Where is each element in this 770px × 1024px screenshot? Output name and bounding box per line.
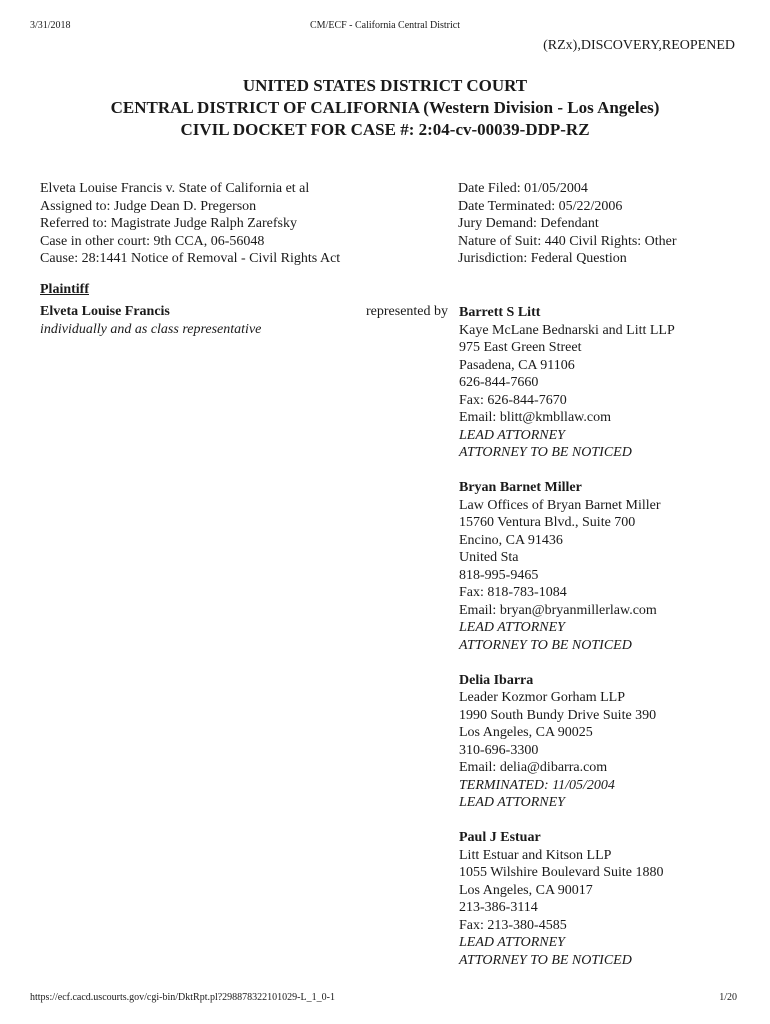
attorney-street: 975 East Green Street <box>459 340 582 355</box>
plaintiff-name: Elveta Louise Francis <box>40 304 170 319</box>
attorney-name: Delia Ibarra <box>459 672 534 688</box>
attorney-fax: Fax: 626-844-7670 <box>459 392 567 408</box>
case-flags: (RZx),DISCOVERY,REOPENED <box>543 38 735 53</box>
case-info-right <box>458 180 677 268</box>
attorney-city: Los Angeles, CA 90017 <box>459 882 593 898</box>
attorney-block <box>459 829 675 969</box>
attorney-status: TERMINATED: 11/05/2004 <box>459 777 615 793</box>
attorney-street: 15760 Ventura Blvd., Suite 700 <box>459 515 636 530</box>
case-cause: Cause: 28:1441 Notice of Removal - Civil Rights Act <box>40 251 341 266</box>
attorney-role: LEAD ATTORNEY <box>459 427 565 443</box>
plaintiff-description: individually and as class representative <box>40 322 262 337</box>
page-number: 1/20 <box>719 992 737 1003</box>
page-url: https://ecf.cacd.uscourts.gov/cgi-bin/DktRpt.pl?298878322101029-L_1_0-1 <box>30 992 335 1003</box>
attorney-email: Email: bryan@bryanmillerlaw.com <box>459 602 657 618</box>
print-date: 3/31/2018 <box>30 20 71 31</box>
attorney-block <box>459 304 675 462</box>
jury-demand: Jury Demand: Defendant <box>458 216 599 231</box>
attorney-block <box>459 479 675 654</box>
attorney-phone: 310-696-3300 <box>459 742 539 758</box>
attorney-role: LEAD ATTORNEY <box>459 620 565 635</box>
attorney-role: LEAD ATTORNEY <box>459 795 565 810</box>
attorney-country: United Sta <box>459 550 519 565</box>
court-name: UNITED STATES DISTRICT COURT <box>242 76 528 95</box>
attorney-role: ATTORNEY TO BE NOTICED <box>459 445 632 460</box>
attorney-name: Paul J Estuar <box>459 830 541 845</box>
attorney-city: Encino, CA 91436 <box>459 532 563 548</box>
attorney-email: Email: blitt@kmbllaw.com <box>459 410 611 425</box>
attorney-street: 1990 South Bundy Drive Suite 390 <box>459 707 657 723</box>
jurisdiction: Jurisdiction: Federal Question <box>458 251 627 266</box>
attorney-city: Los Angeles, CA 90025 <box>459 725 593 740</box>
attorney-list <box>459 304 675 987</box>
attorney-fax: Fax: 818-783-1084 <box>459 585 567 600</box>
attorney-street: 1055 Wilshire Boulevard Suite 1880 <box>459 865 664 880</box>
plaintiff-heading: Plaintiff <box>40 282 89 297</box>
attorney-role: ATTORNEY TO BE NOTICED <box>459 952 632 968</box>
docket-case-number: CIVIL DOCKET FOR CASE #: 2:04-cv-00039-DDP-RZ <box>180 120 590 139</box>
attorney-role: LEAD ATTORNEY <box>459 935 565 950</box>
attorney-email: Email: delia@dibarra.com <box>459 760 608 775</box>
assigned-judge: Assigned to: Judge Dean D. Pregerson <box>40 198 257 214</box>
attorney-role: ATTORNEY TO BE NOTICED <box>459 637 632 653</box>
attorney-firm: Leader Kozmor Gorham LLP <box>459 690 625 705</box>
attorney-phone: 626-844-7660 <box>459 375 539 390</box>
attorney-name: Bryan Barnet Miller <box>459 480 582 495</box>
system-title: CM/ECF - California Central District <box>310 20 460 31</box>
attorney-block <box>459 672 675 812</box>
case-title: Elveta Louise Francis v. State of California et al <box>40 181 310 196</box>
other-court-case: Case in other court: 9th CCA, 06-56048 <box>40 233 265 249</box>
referred-judge: Referred to: Magistrate Judge Ralph Zarefsky <box>40 216 297 231</box>
date-filed: Date Filed: 01/05/2004 <box>458 181 588 196</box>
attorney-city: Pasadena, CA 91106 <box>459 357 575 373</box>
court-heading <box>0 75 770 141</box>
attorney-name: Barrett S Litt <box>459 305 541 320</box>
attorney-fax: Fax: 213-380-4585 <box>459 917 567 933</box>
attorney-phone: 818-995-9465 <box>459 567 539 583</box>
attorney-firm: Law Offices of Bryan Barnet Miller <box>459 497 661 513</box>
court-district: CENTRAL DISTRICT OF CALIFORNIA (Western Division - Los Angeles) <box>110 98 660 117</box>
attorney-phone: 213-386-3114 <box>459 900 538 915</box>
attorney-firm: Litt Estuar and Kitson LLP <box>459 847 612 863</box>
date-terminated: Date Terminated: 05/22/2006 <box>458 198 623 214</box>
represented-by-label: represented by <box>366 304 449 319</box>
attorney-firm: Kaye McLane Bednarski and Litt LLP <box>459 322 675 338</box>
case-info-left <box>40 180 340 268</box>
nature-of-suit: Nature of Suit: 440 Civil Rights: Other <box>458 233 677 249</box>
